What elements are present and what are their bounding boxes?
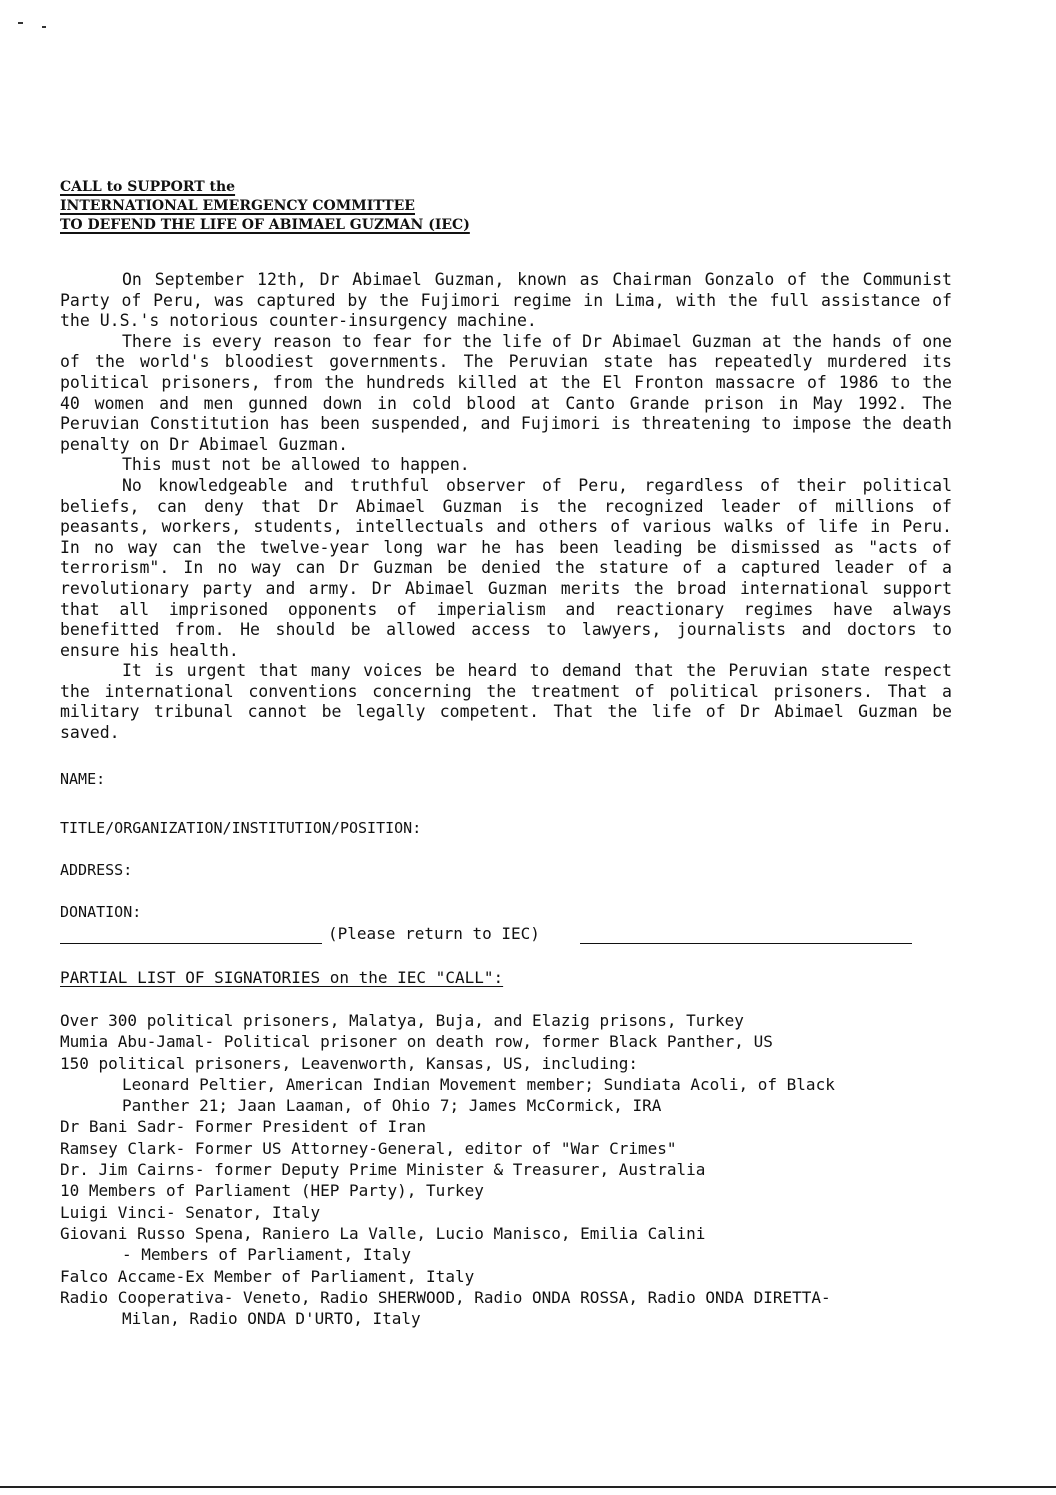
signatory-line: Mumia Abu-Jamal- Political prisoner on death row, former Black Panther, US	[60, 1032, 773, 1052]
title-line: CALL to SUPPORT the	[60, 179, 236, 195]
signatory-line: Giovani Russo Spena, Raniero La Valle, Lucio Manisco, Emilia Calini	[60, 1223, 706, 1243]
scan-speck	[18, 22, 23, 24]
signatory-line: - Members of Parliament, Italy	[122, 1245, 411, 1265]
title-line: TO DEFEND THE LIFE OF ABIMAEL GUZMAN (IEC)	[60, 217, 470, 233]
call-body	[60, 270, 952, 744]
signatory-line: Dr Bani Sadr- Former President of Iran	[60, 1117, 427, 1137]
signatory-line: Luigi Vinci- Senator, Italy	[60, 1202, 321, 1222]
donation-field-label: DONATION:	[60, 903, 142, 921]
name-field-label: NAME:	[60, 770, 106, 788]
return-note: (Please return to IEC)	[328, 924, 540, 943]
signatory-line: 150 political prisoners, Leavenworth, Kansas, US, including:	[60, 1053, 638, 1073]
scan-speck	[42, 26, 46, 28]
signatory-line: Dr. Jim Cairns- former Deputy Prime Minister & Treasurer, Australia	[60, 1160, 706, 1180]
signatory-line: Panther 21; Jaan Laaman, of Ohio 7; James McCormick, IRA	[122, 1096, 662, 1116]
signatory-line: Over 300 political prisoners, Malatya, Buja, and Elazig prisons, Turkey	[60, 1011, 744, 1030]
signatory-line: Radio Cooperativa- Veneto, Radio SHERWOOD, Radio ONDA ROSSA, Radio ONDA DIRETTA-	[60, 1287, 831, 1307]
blank-rule	[60, 943, 322, 944]
signatory-line: Milan, Radio ONDA D'URTO, Italy	[122, 1309, 421, 1329]
address-field-label: ADDRESS:	[60, 861, 133, 879]
body-paragraph: On September 12th, Dr Abimael Guzman, known as Chairman Gonzalo of the Communist Party of Peru, was captured by the Fujimori regime in Lima, with the full assistance of the U.S.'s notorious counter-insurgency machine.	[60, 270, 952, 331]
signatory-line: Leonard Peltier, American Indian Movement member; Sundiata Acoli, of Black	[122, 1074, 835, 1094]
body-paragraph: It is urgent that many voices be heard to demand that the Peruvian state respect the international conventions concerning the treatment of political prisoners. That a military tribunal cannot be legally competent. That the life of Dr Abimael Guzman be saved.	[60, 661, 952, 743]
signatory-line: 10 Members of Parliament (HEP Party), Turkey	[60, 1181, 484, 1201]
title-line: INTERNATIONAL EMERGENCY COMMITTEE	[60, 198, 415, 214]
blank-rule	[580, 943, 912, 944]
signatory-line: Ramsey Clark- Former US Attorney-General, editor of "War Crimes"	[60, 1138, 677, 1158]
signatory-line: Falco Accame-Ex Member of Parliament, Italy	[60, 1266, 475, 1286]
signatories-heading: PARTIAL LIST OF SIGNATORIES on the IEC "CALL":	[60, 968, 504, 987]
body-paragraph: No knowledgeable and truthful observer of Peru, regardless of their political beliefs, can deny that Dr Abimael Guzman is the recognized leader of millions of peasants, workers, students, intellectuals and others of various walks of life in Peru. In no way can the twelve-year long war he has been leading be dismissed as "acts of terrorism". In no way can Dr Guzman be denied the stature of a captured leader of a revolutionary party and army. Dr Abimael Guzman merits the broad international support that all imprisoned opponents of imperialism and reactionary regimes have always benefitted from. He should be allowed access to lawyers, journalists and doctors to ensure his health.	[60, 475, 952, 660]
body-paragraph: There is every reason to fear for the life of Dr Abimael Guzman at the hands of one of the world's bloodiest governments. The Peruvian state has repeatedly murdered its political prisoners, from the hundreds killed at the El Fronton massacre of 1986 to the 40 women and men gunned down in cold blood at Canto Grande prison in May 1992. The Peruvian Constitution has been suspended, and Fujimori is threatening to impose the death penalty on Dr Abimael Guzman.	[60, 331, 952, 454]
signatories-list	[60, 1010, 960, 1329]
body-paragraph: This must not be allowed to happen.	[122, 455, 470, 475]
page-edge-rule	[0, 1486, 1056, 1488]
document-title	[60, 178, 470, 235]
return-line	[60, 922, 912, 946]
title-field-label: TITLE/ORGANIZATION/INSTITUTION/POSITION:	[60, 819, 422, 837]
